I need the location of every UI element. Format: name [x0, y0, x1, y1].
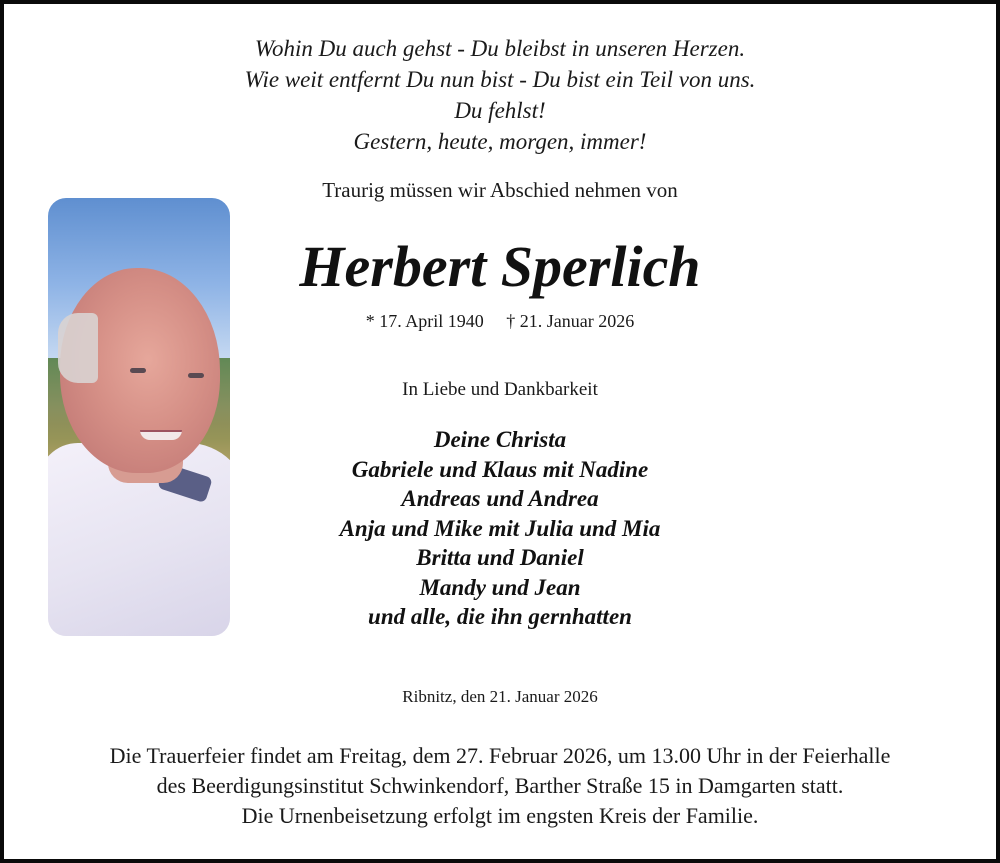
mourner-line: Gabriele und Klaus mit Nadine — [351, 456, 649, 482]
poem-line: Wie weit entfernt Du nun bist - Du bist ein Teil von uns. — [244, 67, 756, 92]
birth-date: * 17. April 1940 — [365, 311, 484, 331]
poem-line: Du fehlst! — [454, 98, 546, 123]
mourner-line: Andreas und Andrea — [401, 486, 599, 511]
photo-smile — [140, 430, 182, 440]
photo-eye — [130, 368, 146, 373]
portrait-photo — [48, 198, 230, 636]
intro-text: Traurig müssen wir Abschied nehmen von — [322, 178, 678, 202]
life-dates — [300, 309, 700, 333]
mourner-line: Mandy und Jean — [419, 574, 581, 600]
thanks-text: In Liebe und Dankbarkeit — [402, 379, 598, 400]
photo-hair — [58, 313, 98, 383]
death-date: † 21. Januar 2026 — [506, 311, 635, 331]
place-and-date: Ribnitz, den 21. Januar 2026 — [402, 687, 598, 706]
mourners-list — [280, 425, 720, 632]
service-line: Die Urnenbeisetzung erfolgt im engsten Kreis der Familie. — [241, 803, 759, 828]
service-line: des Beerdigungsinstitut Schwinkendorf, Barther Straße 15 in Damgarten statt. — [156, 773, 844, 798]
service-line: Die Trauerfeier findet am Freitag, dem 27. Februar 2026, um 13.00 Uhr in der Feierhalle — [109, 743, 891, 768]
memorial-poem — [0, 33, 1000, 157]
mourner-line: und alle, die ihn gernhatten — [368, 604, 632, 629]
poem-line: Gestern, heute, morgen, immer! — [353, 129, 647, 154]
deceased-name: Herbert Sperlich — [299, 234, 701, 299]
mourner-line: Britta und Daniel — [416, 545, 584, 570]
photo-eye — [188, 373, 204, 378]
mourner-line: Anja und Mike mit Julia und Mia — [339, 515, 661, 541]
funeral-service-info — [10, 741, 990, 831]
mourner-line: Deine Christa — [433, 427, 567, 452]
poem-line: Wohin Du auch gehst - Du bleibst in unseren Herzen. — [254, 36, 746, 61]
